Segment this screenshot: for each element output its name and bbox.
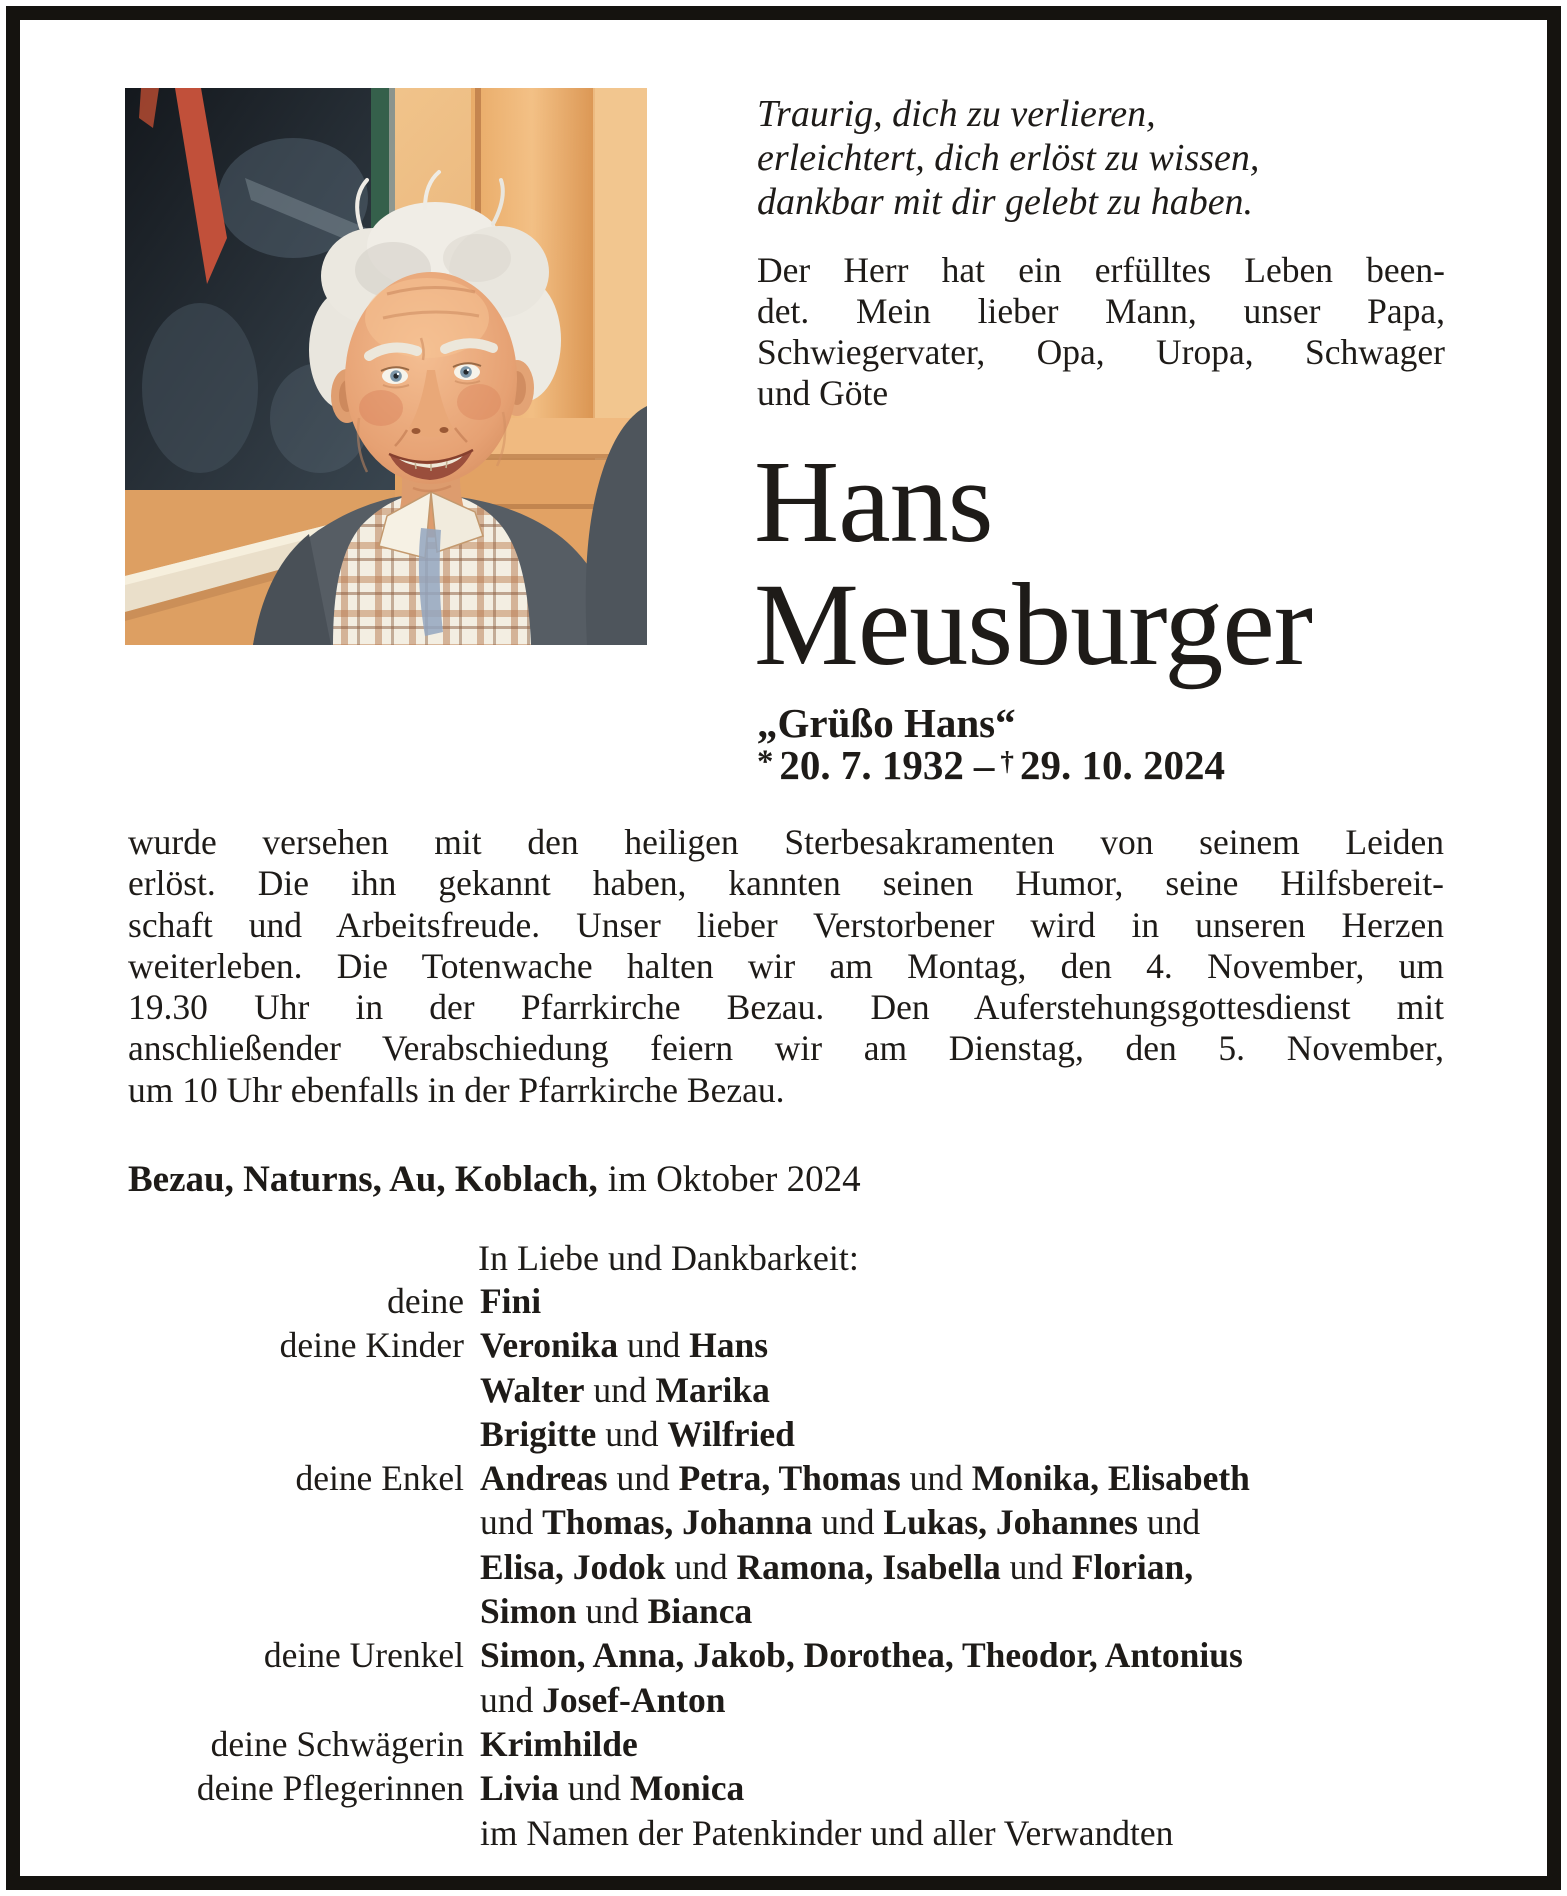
dates-separator: – [973, 742, 995, 788]
family-row [80, 1280, 1510, 1324]
family-role: deine Urenkel [263, 1635, 464, 1676]
family-role: deine Pflegerinnen [196, 1768, 464, 1809]
announcement-line: schaft und Arbeitsfreude. Unser lieber Verstorbener wird in unseren Herzen [128, 904, 1444, 945]
family-names: im Namen der Patenkinder und aller Verwandten [480, 1812, 1174, 1853]
family-names: Fini [480, 1281, 542, 1321]
family-row [80, 1679, 1510, 1723]
family-names: Krimhilde [480, 1723, 638, 1764]
family-role: deine [387, 1281, 464, 1321]
portrait-photo [125, 88, 647, 645]
announcement-line: 19.30 Uhr in der Pfarrkirche Bezau. Den Auferstehungsgottesdienst mit [128, 987, 1444, 1028]
family-row [80, 1457, 1510, 1501]
family-names: Andreas und Petra, Thomas und Monika, Elisabeth [480, 1458, 1250, 1499]
salutation: In Liebe und Dankbarkeit: [478, 1238, 859, 1278]
death-date: 29. 10. 2024 [1019, 742, 1225, 788]
deceased-name [754, 436, 1514, 690]
family-list [80, 1280, 1510, 1856]
nickname: „Grüßo Hans“ [757, 700, 1016, 746]
family-role: deine Schwägerin [210, 1723, 464, 1764]
epitaph-line: dankbar mit dir gelebt zu haben. [757, 181, 1254, 223]
family-row [80, 1812, 1510, 1856]
family-names: Simon, Anna, Jakob, Dorothea, Theodor, Antonius [480, 1635, 1243, 1676]
closing-date: im Oktober 2024 [607, 1159, 861, 1200]
announcement-line: anschließender Verabschiedung feiern wir am Dienstag, den 5. November, [128, 1028, 1444, 1069]
deceased-first-name: Hans [754, 436, 993, 567]
family-names: Simon und Bianca [480, 1591, 753, 1632]
family-names: Livia und Monica [480, 1768, 745, 1809]
death-symbol: † [1000, 745, 1014, 776]
epitaph-line: erleichtert, dich erlöst zu wissen, [757, 137, 1260, 179]
birth-date: 20. 7. 1932 [779, 742, 964, 788]
locations: Bezau, Naturns, Au, Koblach, [128, 1159, 598, 1200]
family-role: deine Enkel [295, 1458, 464, 1499]
family-names: Elisa, Jodok und Ramona, Isabella und Florian, [480, 1546, 1194, 1587]
family-names: Veronika und Hans [480, 1325, 769, 1366]
epitaph-line: Traurig, dich zu verlieren, [757, 93, 1156, 135]
family-row [80, 1501, 1510, 1545]
family-row [80, 1590, 1510, 1634]
family-names: Walter und Marika [480, 1369, 770, 1410]
family-row [80, 1767, 1510, 1811]
announcement-line: wurde versehen mit den heiligen Sterbesakramenten von seinem Leiden [128, 822, 1444, 862]
intro-paragraph [757, 250, 1445, 414]
family-role: deine Kinder [279, 1325, 464, 1366]
family-row [80, 1369, 1510, 1413]
family-row [80, 1634, 1510, 1678]
announcement-line: erlöst. Die ihn gekannt haben, kannten seinen Humor, seine Hilfsbereit- [128, 863, 1444, 904]
family-row [80, 1546, 1510, 1590]
life-dates [757, 741, 1225, 789]
portrait-illustration [125, 88, 647, 645]
intro-line: Schwiegervater, Opa, Uropa, Schwager [757, 332, 1445, 372]
family-names: Brigitte und Wilfried [480, 1413, 795, 1454]
family-row [80, 1723, 1510, 1767]
closing-line [128, 1158, 1444, 1201]
family-names: und Josef-Anton [480, 1679, 726, 1720]
birth-symbol: * [757, 743, 774, 780]
family-row [80, 1324, 1510, 1368]
announcement-line: um 10 Uhr ebenfalls in der Pfarrkirche Bezau. [128, 1069, 785, 1110]
announcement-paragraph [128, 822, 1444, 1111]
family-row [80, 1413, 1510, 1457]
family-names: und Thomas, Johanna und Lukas, Johannes und [480, 1502, 1201, 1543]
announcement-line: weiterleben. Die Totenwache halten wir am Montag, den 4. November, um [128, 945, 1444, 986]
deceased-last-name: Meusburger [754, 559, 1313, 690]
intro-line: und Göte [757, 373, 889, 413]
intro-line: Der Herr hat ein erfülltes Leben been- [757, 250, 1445, 290]
intro-line: det. Mein lieber Mann, unser Papa, [757, 291, 1445, 331]
epitaph-quote [757, 92, 1457, 224]
